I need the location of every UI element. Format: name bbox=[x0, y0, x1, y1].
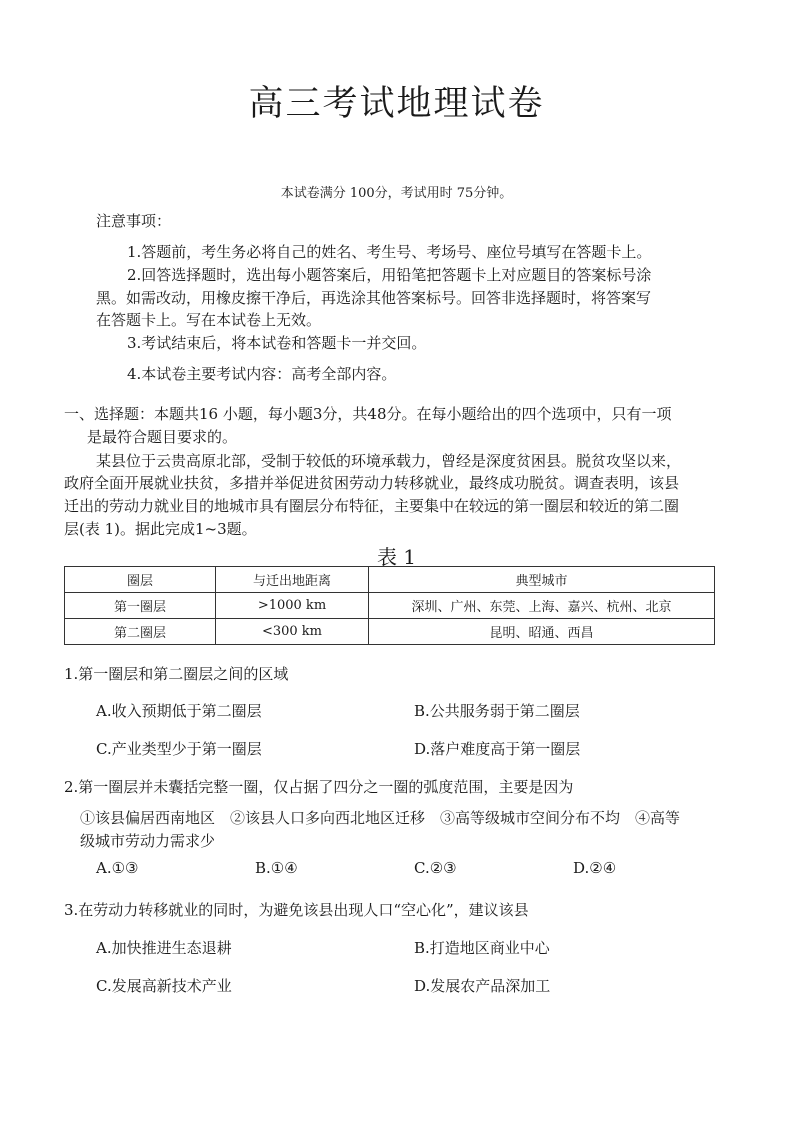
header-cell: 圈层 bbox=[65, 567, 216, 593]
header-cell: 典型城市 bbox=[369, 567, 715, 593]
question-2-option-c: C.②③ bbox=[414, 859, 457, 877]
notice-item-3: 3.考试结束后，将本试卷和答题卡一并交回。 bbox=[127, 334, 427, 352]
section-heading-line-1: 一、选择题：本题共16 小题，每小题3分，共48分。在每小题给出的四个选项中，只有一项 bbox=[64, 405, 672, 423]
table-cell: 昆明、昭通、西昌 bbox=[369, 619, 715, 645]
table-header-row bbox=[65, 567, 715, 593]
table-cell: 深圳、广州、东莞、上海、嘉兴、杭州、北京 bbox=[369, 593, 715, 619]
question-2-statements-line-2: 级城市劳动力需求少 bbox=[80, 832, 216, 850]
passage-line-4: 层(表 1)。据此完成1~3题。 bbox=[64, 520, 257, 538]
notice-item-4: 4.本试卷主要考试内容：高考全部内容。 bbox=[127, 365, 397, 383]
table-cell: <300 km bbox=[216, 619, 369, 645]
question-1-option-d: D.落户难度高于第一圈层 bbox=[414, 740, 581, 758]
header-cell: 与迁出地距离 bbox=[216, 567, 369, 593]
question-2-option-b: B.①④ bbox=[255, 859, 298, 877]
question-2-stem: 2.第一圈层并未囊括完整一圈，仅占据了四分之一圈的弧度范围，主要是因为 bbox=[64, 778, 574, 796]
passage-line-2: 政府全面开展就业扶贫，多措并举促进贫困劳动力转移就业，最终成功脱贫。调查表明，该县 bbox=[64, 474, 680, 492]
question-3-option-b: B.打造地区商业中心 bbox=[414, 939, 550, 957]
section-heading-line-2: 是最符合题目要求的。 bbox=[87, 428, 238, 446]
notice-heading: 注意事项： bbox=[96, 212, 172, 230]
table-cell: >1000 km bbox=[216, 593, 369, 619]
passage-line-3: 迁出的劳动力就业目的地城市具有圈层分布特征，主要集中在较远的第一圈层和较近的第二圈 bbox=[64, 497, 680, 515]
question-3-option-d: D.发展农产品深加工 bbox=[414, 977, 551, 995]
notice-item-2-line-1: 2.回答选择题时，选出每小题答案后，用铅笔把答题卡上对应题目的答案标号涂 bbox=[127, 266, 652, 284]
question-3-option-a: A.加快推进生态退耕 bbox=[96, 939, 232, 957]
table-cell: 第一圈层 bbox=[65, 593, 216, 619]
question-2-option-a: A.①③ bbox=[96, 859, 139, 877]
question-2-statements-line-1: ①该县偏居西南地区 ②该县人口多向西北地区迁移 ③高等级城市空间分布不均 ④高等 bbox=[80, 809, 681, 827]
table-row bbox=[65, 619, 715, 645]
question-3-option-c: C.发展高新技术产业 bbox=[96, 977, 232, 995]
table-cell: 第二圈层 bbox=[65, 619, 216, 645]
notice-item-1: 1.答题前，考生务必将自己的姓名、考生号、考场号、座位号填写在答题卡上。 bbox=[127, 243, 652, 261]
passage-line-1: 某县位于云贵高原北部，受制于较低的环境承载力，曾经是深度贫困县。脱贫攻坚以来， bbox=[96, 452, 682, 470]
notice-item-2-line-2: 黑。如需改动，用橡皮擦干净后，再选涂其他答案标号。回答非选择题时，将答案写 bbox=[96, 289, 652, 307]
question-2-option-d: D.②④ bbox=[573, 859, 617, 877]
question-1-option-a: A.收入预期低于第二圈层 bbox=[96, 702, 262, 720]
notice-item-2-line-3: 在答题卡上。写在本试卷上无效。 bbox=[96, 311, 322, 329]
question-1-option-c: C.产业类型少于第一圈层 bbox=[96, 740, 262, 758]
page-title: 高三考试地理试卷 bbox=[248, 84, 545, 124]
city-circle-table bbox=[64, 566, 715, 645]
question-3-stem: 3.在劳动力转移就业的同时，为避免该县出现人口“空心化”，建议该县 bbox=[64, 901, 529, 919]
question-1-stem: 1.第一圈层和第二圈层之间的区域 bbox=[64, 665, 289, 683]
table-caption: 表 1 bbox=[376, 545, 417, 569]
exam-info: 本试卷满分 100分，考试用时 75分钟。 bbox=[280, 186, 513, 201]
question-1-option-b: B.公共服务弱于第二圈层 bbox=[414, 702, 580, 720]
table-row bbox=[65, 593, 715, 619]
